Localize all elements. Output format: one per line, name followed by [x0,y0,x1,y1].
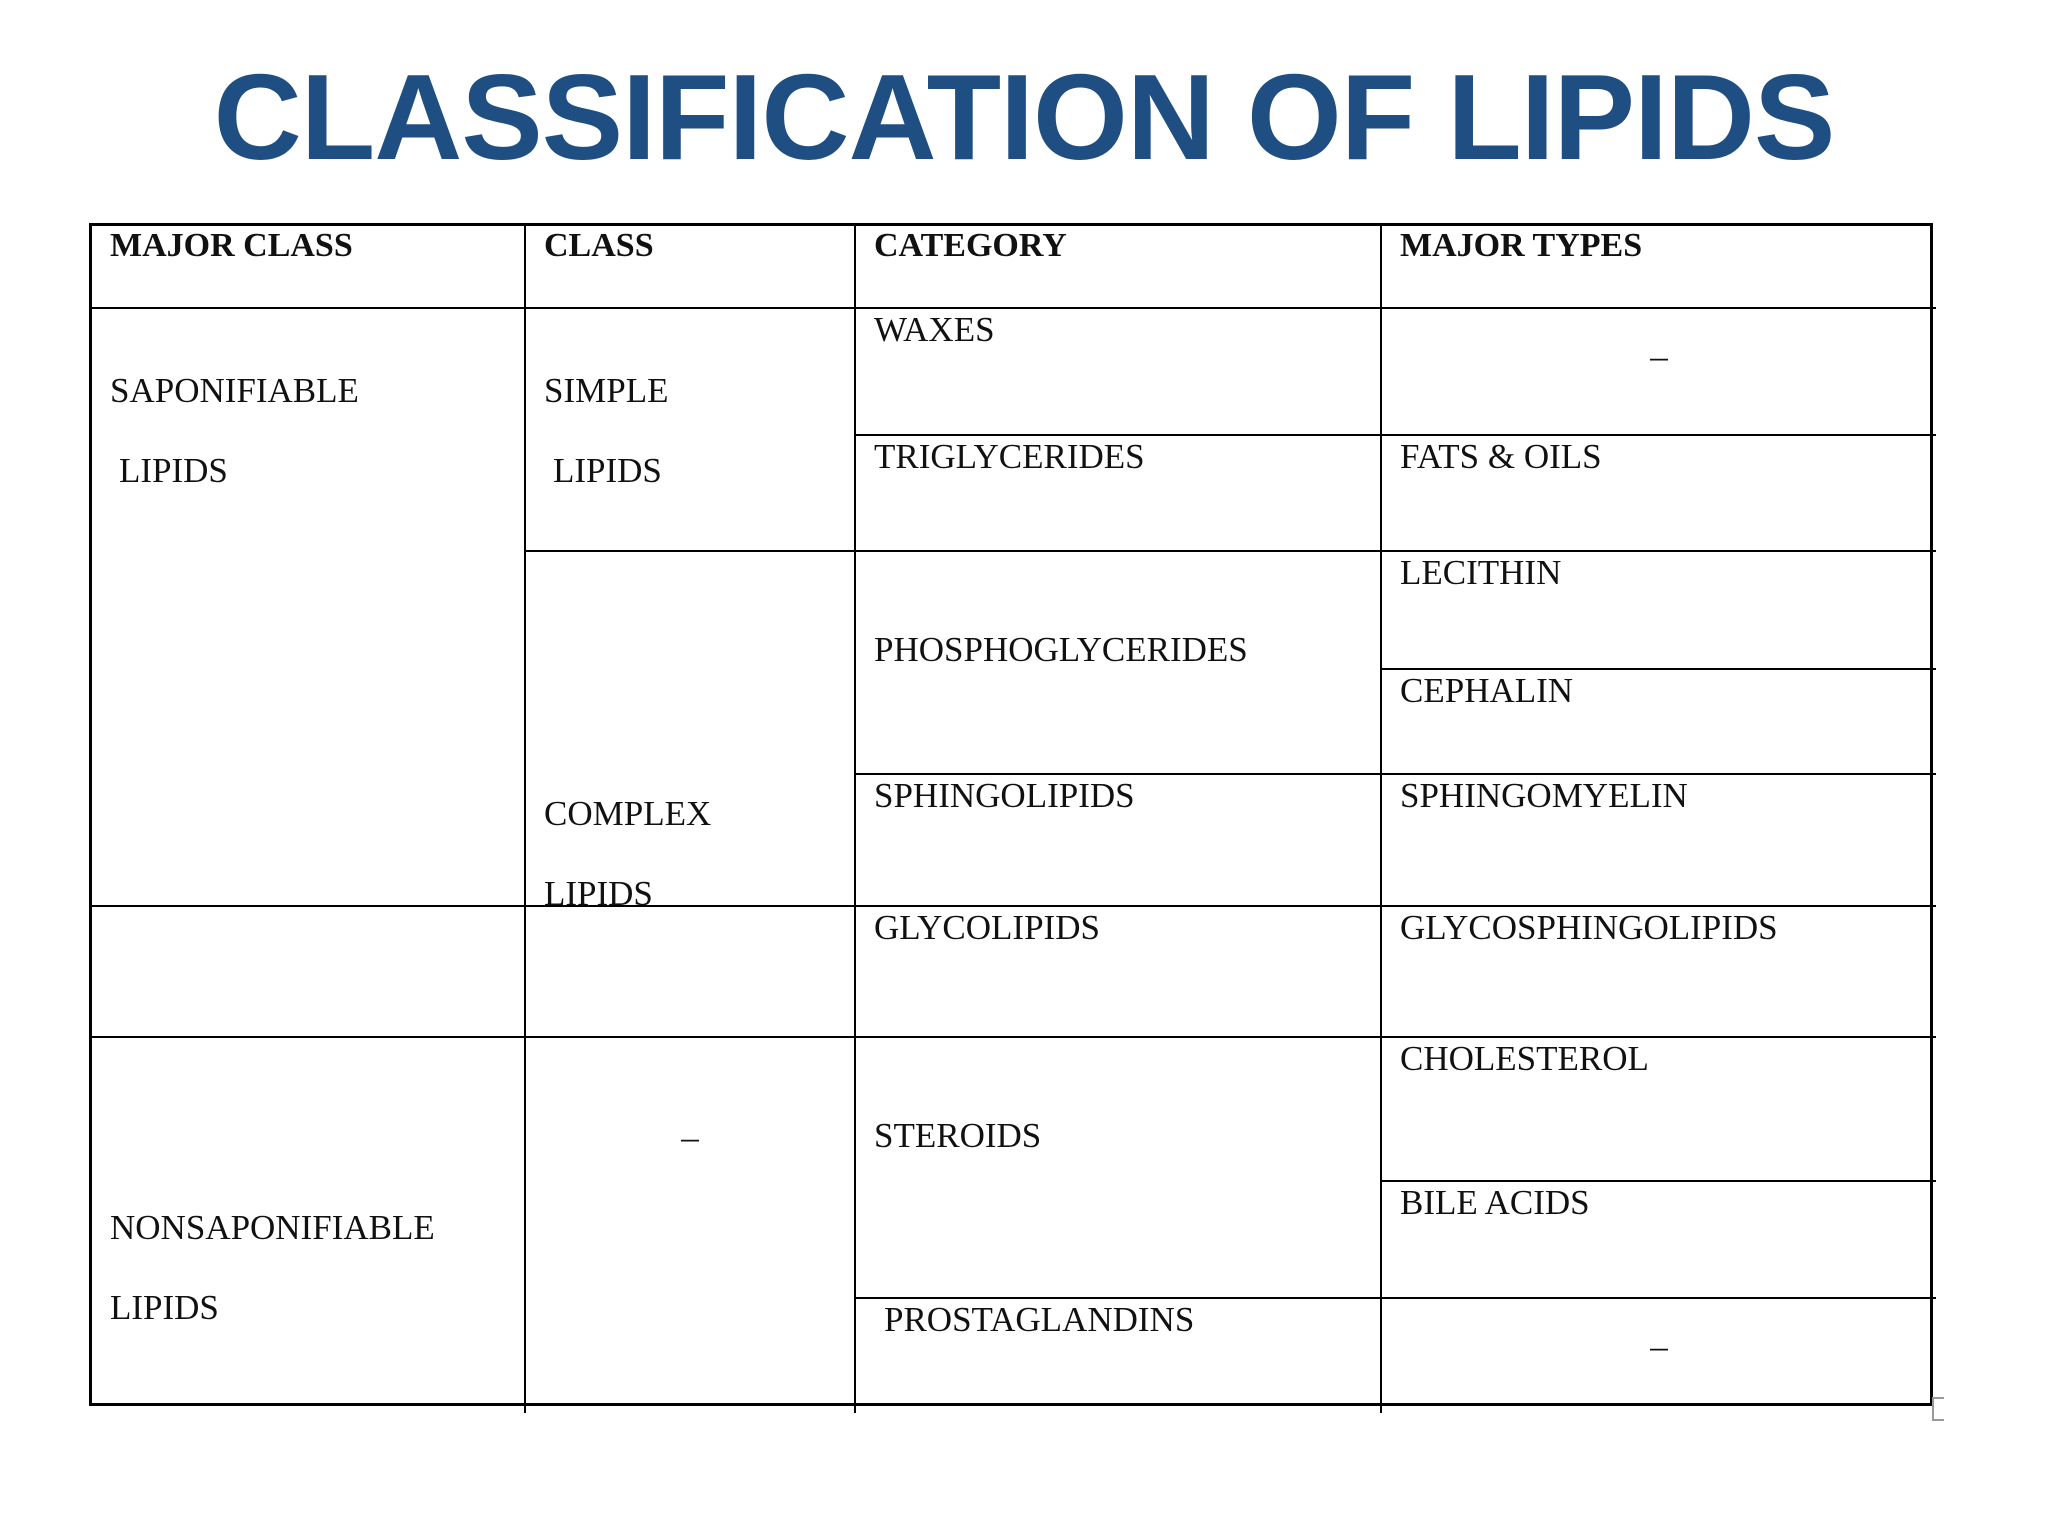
header-category: CATEGORY [856,226,1382,309]
major-class-saponifiable-line2: LIPIDS [119,451,228,490]
class-complex-line2: LIPIDS [544,874,653,907]
type-lecithin: LECITHIN [1382,552,1936,670]
class-none: _ [526,1038,856,1413]
category-phosphoglycerides: PHOSPHOGLYCERIDES [856,552,1382,775]
major-class-nonsaponifiable [92,1038,526,1413]
major-class-nonsaponifiable-line1: NONSAPONIFIABLE [110,1208,435,1247]
major-class-saponifiable-line1: SAPONIFIABLE [110,371,359,410]
major-class-saponifiable [92,309,526,907]
category-steroids: STEROIDS [856,1038,1382,1299]
header-class: CLASS [526,226,856,309]
corner-mark [1932,1397,1944,1421]
class-complex-continued [526,907,856,1038]
slide-title: CLASSIFICATION OF LIPIDS [213,49,1835,185]
header-major-class: MAJOR CLASS [92,226,526,309]
class-complex-lipids [526,552,856,907]
type-waxes-none: _ [1382,309,1936,436]
major-class-saponifiable-continued [92,907,526,1038]
type-cholesterol: CHOLESTEROL [1382,1038,1936,1182]
type-glycosphingolipids: GLYCOSPHINGOLIPIDS [1382,907,1936,1038]
type-sphingomyelin: SPHINGOMYELIN [1382,775,1936,907]
category-triglycerides: TRIGLYCERIDES [856,436,1382,552]
class-simple-line1: SIMPLE [544,371,669,410]
category-sphingolipids: SPHINGOLIPIDS [856,775,1382,907]
class-complex-line1: COMPLEX [544,794,712,833]
type-cephalin: CEPHALIN [1382,670,1936,775]
header-major-types: MAJOR TYPES [1382,226,1936,309]
category-waxes: WAXES [856,309,1382,436]
type-fats-oils: FATS & OILS [1382,436,1936,552]
class-simple-line2: LIPIDS [553,451,662,490]
category-prostaglandins: PROSTAGLANDINS [856,1299,1382,1413]
class-simple-lipids [526,309,856,552]
category-glycolipids: GLYCOLIPIDS [856,907,1382,1038]
major-class-nonsaponifiable-line2: LIPIDS [110,1288,219,1327]
type-bile-acids: BILE ACIDS [1382,1182,1936,1299]
type-prostaglandins-none: _ [1650,1315,1668,1354]
lipid-classification-table [89,223,1933,1406]
